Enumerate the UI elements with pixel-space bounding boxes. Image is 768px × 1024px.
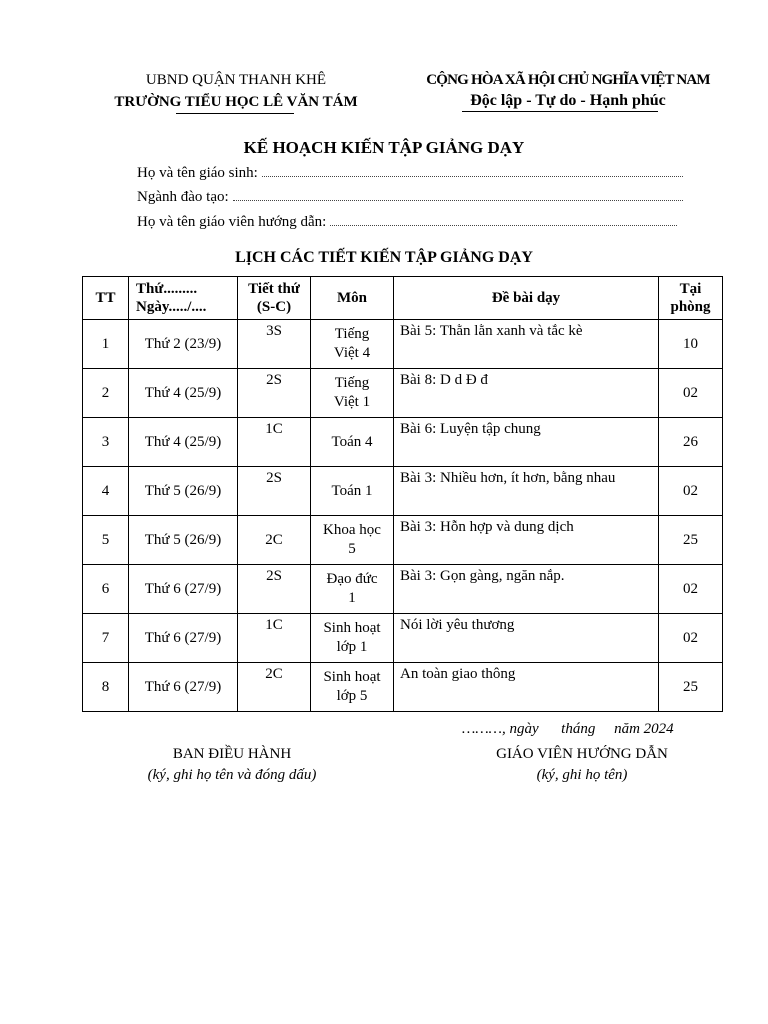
cell-lesson: Bài 3: Gọn gàng, ngăn nắp. (394, 565, 659, 614)
cell-room: 26 (659, 418, 723, 467)
cell-day: Thứ 4 (25/9) (129, 369, 238, 418)
cell-room: 25 (659, 663, 723, 712)
cell-day: Thứ 5 (26/9) (129, 467, 238, 516)
header-period-line1: Tiết thứ (248, 281, 300, 297)
training-major-field (137, 186, 683, 206)
subject-line2: Việt 4 (333, 345, 371, 361)
national-title: CỘNG HÒA XÃ HỘI CHỦ NGHĨA VIỆT NAM (426, 72, 710, 88)
cell-subject (311, 516, 394, 565)
cell-day: Thứ 5 (26/9) (129, 516, 238, 565)
header-day-line2: Ngày...../.... (136, 299, 207, 315)
table-row (83, 663, 723, 712)
cell-subject (311, 565, 394, 614)
schedule-table (82, 276, 723, 712)
cell-day: Thứ 6 (27/9) (129, 565, 238, 614)
subject-line2: lớp 5 (336, 688, 368, 704)
date-line: ………, ngày tháng năm 2024 (462, 721, 674, 737)
subject-line1: Tiếng (334, 326, 370, 342)
cell-subject (311, 614, 394, 663)
schedule-title: LỊCH CÁC TIẾT KIẾN TẬP GIẢNG DẠY (235, 249, 533, 266)
cell-room: 02 (659, 467, 723, 516)
cell-tt: 2 (83, 369, 129, 418)
cell-day: Thứ 4 (25/9) (129, 418, 238, 467)
cell-day: Thứ 6 (27/9) (129, 614, 238, 663)
table-header-row (83, 277, 723, 320)
student-teacher-field (137, 162, 683, 182)
subject-line2: Việt 1 (333, 394, 371, 410)
cell-subject (311, 663, 394, 712)
subject-line2: lớp 1 (336, 639, 368, 655)
subject-line1: Sinh hoạt (323, 669, 381, 685)
cell-period: 2S (238, 565, 311, 614)
management-board-label: BAN ĐIỀU HÀNH (172, 746, 292, 762)
cell-lesson: Bài 3: Nhiều hơn, ít hơn, bằng nhau (394, 467, 659, 516)
subject-line2: 5 (348, 541, 356, 557)
cell-day: Thứ 6 (27/9) (129, 663, 238, 712)
supervisor-blank (330, 225, 677, 226)
training-major-label: Ngành đào tạo: (137, 189, 229, 205)
header-day (129, 277, 238, 320)
table-row (83, 516, 723, 565)
cell-tt: 1 (83, 320, 129, 369)
school-name: TRƯỜNG TIỂU HỌC LÊ VĂN TÁM (114, 94, 358, 110)
cell-room: 02 (659, 614, 723, 663)
subject-line2: 1 (348, 590, 356, 606)
cell-lesson: Bài 8: D d Đ đ (394, 369, 659, 418)
cell-period: 2C (238, 516, 311, 565)
supervisor-signature-note: (ký, ghi họ tên) (536, 767, 628, 783)
district-name: UBND QUẬN THANH KHÊ (145, 72, 327, 88)
table-row (83, 320, 723, 369)
subject-line1: Đạo đức (326, 571, 378, 587)
header-room-line2: phòng (670, 299, 711, 315)
motto-underline (462, 111, 658, 112)
cell-lesson: Nói lời yêu thương (394, 614, 659, 663)
header-period (238, 277, 311, 320)
header-subject: Môn (311, 277, 394, 320)
cell-tt: 4 (83, 467, 129, 516)
cell-period: 1C (238, 418, 311, 467)
header-lesson: Đề bài dạy (394, 277, 659, 320)
cell-room: 02 (659, 369, 723, 418)
training-major-blank (233, 200, 683, 201)
table-row (83, 614, 723, 663)
table-row (83, 565, 723, 614)
cell-tt: 7 (83, 614, 129, 663)
cell-period: 2S (238, 467, 311, 516)
management-board-note: (ký, ghi họ tên và đóng dấu) (147, 767, 317, 783)
supervisor-signature-label: GIÁO VIÊN HƯỚNG DẪN (496, 746, 668, 762)
subject-line1: Toán 4 (331, 433, 373, 450)
supervisor-field (137, 211, 677, 231)
cell-period: 1C (238, 614, 311, 663)
cell-subject (311, 418, 394, 467)
cell-tt: 5 (83, 516, 129, 565)
subject-line1: Tiếng (334, 375, 370, 391)
cell-period: 3S (238, 320, 311, 369)
national-motto: Độc lập - Tự do - Hạnh phúc (470, 92, 666, 109)
school-underline (176, 113, 294, 114)
header-period-line2: (S-C) (256, 299, 292, 315)
cell-subject (311, 467, 394, 516)
cell-room: 10 (659, 320, 723, 369)
cell-subject (311, 369, 394, 418)
table-row (83, 418, 723, 467)
subject-line1: Toán 1 (331, 482, 373, 499)
cell-period: 2S (238, 369, 311, 418)
table-row (83, 369, 723, 418)
cell-room: 25 (659, 516, 723, 565)
subject-line1: Khoa học (323, 522, 381, 538)
header-tt: TT (83, 277, 129, 320)
table-row (83, 467, 723, 516)
cell-tt: 3 (83, 418, 129, 467)
cell-lesson: Bài 3: Hỗn hợp và dung dịch (394, 516, 659, 565)
cell-room: 02 (659, 565, 723, 614)
cell-subject (311, 320, 394, 369)
cell-lesson: Bài 5: Thằn lằn xanh và tắc kè (394, 320, 659, 369)
cell-tt: 6 (83, 565, 129, 614)
student-teacher-blank (262, 176, 683, 177)
header-day-line1: Thứ......... (136, 281, 198, 297)
cell-day: Thứ 2 (23/9) (129, 320, 238, 369)
header-room (659, 277, 723, 320)
supervisor-label: Họ và tên giáo viên hướng dẫn: (137, 214, 327, 230)
cell-lesson: An toàn giao thông (394, 663, 659, 712)
subject-line1: Sinh hoạt (323, 620, 381, 636)
document-title: KẾ HOẠCH KIẾN TẬP GIẢNG DẠY (243, 138, 525, 157)
cell-period: 2C (238, 663, 311, 712)
student-teacher-label: Họ và tên giáo sinh: (137, 165, 258, 181)
cell-lesson: Bài 6: Luyện tập chung (394, 418, 659, 467)
header-room-line1: Tại (679, 281, 702, 297)
cell-tt: 8 (83, 663, 129, 712)
